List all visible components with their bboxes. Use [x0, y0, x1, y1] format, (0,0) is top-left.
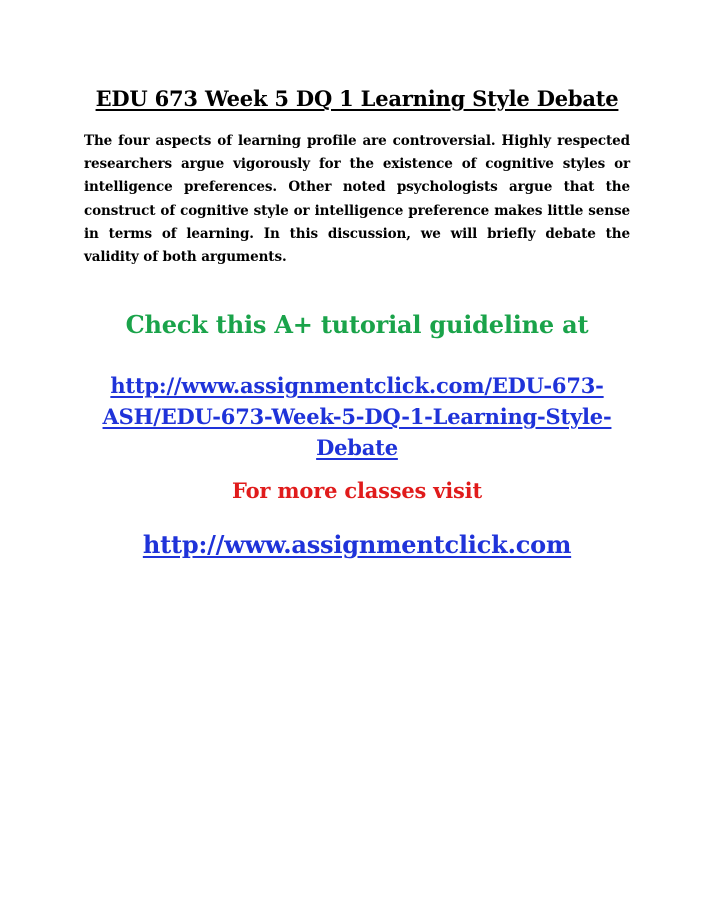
- page-title: EDU 673 Week 5 DQ 1 Learning Style Debate: [95, 86, 619, 111]
- body-paragraph: The four aspects of learning profile are controversial. Highly respected researchers argue vigorously for the existence of cognitive styles or intelligence preferences. Other noted psychologists argue that the construct of cognitive style or intelligence preference makes little sense in terms of learning. In this discussion, we will briefly debate the validity of both arguments.: [84, 133, 630, 266]
- more-classes-text: For more classes visit: [232, 478, 482, 503]
- tutorial-link-line-2[interactable]: ASH/EDU-673-Week-5-DQ-1-Learning-Style-: [102, 404, 612, 429]
- tutorial-link-line-3[interactable]: Debate: [316, 435, 398, 460]
- tutorial-link-line-1[interactable]: http://www.assignmentclick.com/EDU-673-: [110, 373, 604, 398]
- tutorial-callout: Check this A+ tutorial guideline at: [125, 310, 589, 339]
- tutorial-link[interactable]: [40, 370, 674, 463]
- site-link[interactable]: http://www.assignmentclick.com: [142, 530, 572, 559]
